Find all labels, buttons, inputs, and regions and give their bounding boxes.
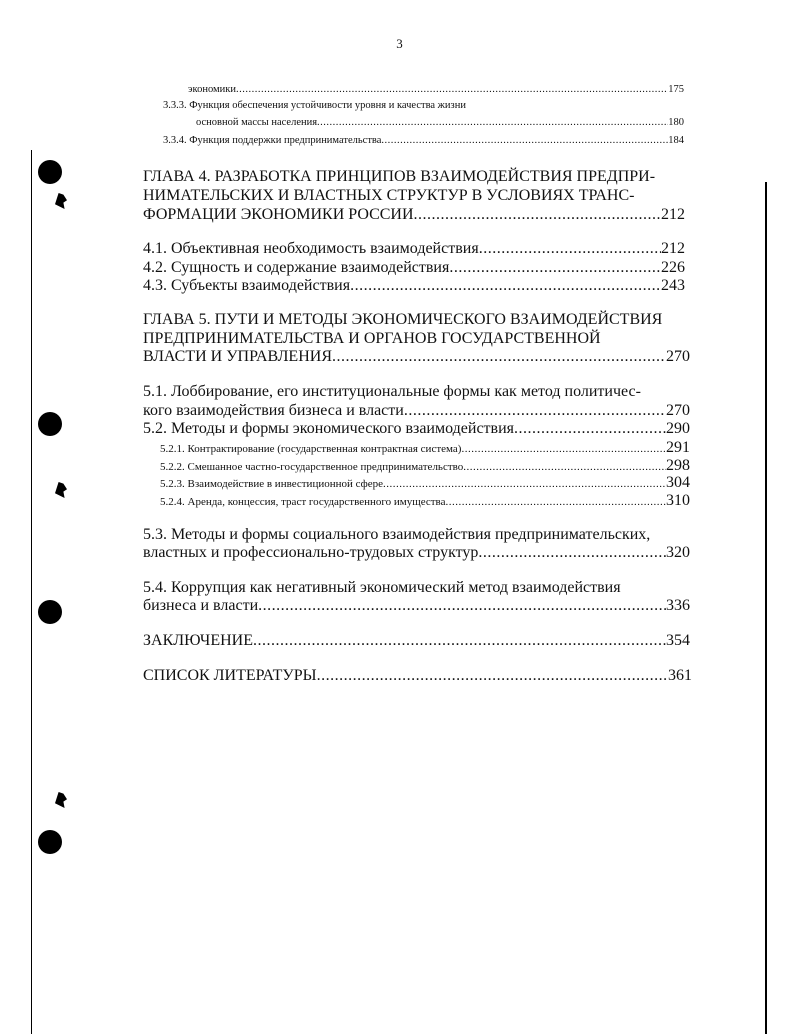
toc-leader-dots [449, 259, 661, 277]
toc-entry-title: экономики [188, 84, 236, 95]
toc-leader-dots [463, 461, 666, 473]
toc-leader-dots [479, 240, 661, 258]
toc-entry [188, 84, 684, 95]
staple-mark [55, 482, 67, 498]
toc-entry-page: 175 [668, 84, 684, 95]
toc-entry [143, 277, 685, 295]
toc-leader-dots [514, 420, 666, 438]
chapter-heading: НИМАТЕЛЬСКИХ И ВЛАСТНЫХ СТРУКТУР В УСЛОВИЯХ ТРАНС- [143, 187, 635, 204]
toc-leader-dots [445, 496, 666, 508]
toc-entry [143, 348, 690, 366]
toc-entry [160, 492, 690, 510]
toc-leader-dots [478, 544, 666, 562]
toc-entry-page: 336 [666, 597, 690, 614]
toc-entry-page: 212 [661, 206, 685, 223]
toc-leader-dots [381, 135, 668, 146]
toc-entry [143, 206, 685, 224]
toc-entry-title: 5.3. Методы и формы социального взаимодействия предпринимательских, [143, 526, 651, 543]
chapter-heading: ГЛАВА 4. РАЗРАБОТКА ПРИНЦИПОВ ВЗАИМОДЕЙСТВИЯ ПРЕДПРИ- [143, 168, 656, 185]
page-number: 3 [396, 36, 403, 51]
chapter-heading: ГЛАВА 5. ПУТИ И МЕТОДЫ ЭКОНОМИЧЕСКОГО ВЗАИМОДЕЙСТВИЯ [143, 311, 663, 328]
toc-entry-title: кого взаимодействия бизнеса и власти [143, 402, 404, 419]
toc-entry [143, 632, 690, 650]
toc-entry-page: 320 [666, 544, 690, 561]
toc-entry-page: 290 [666, 420, 690, 437]
toc-entry-title: 4.2. Сущность и содержание взаимодействия [143, 259, 450, 276]
toc-entry-page: 212 [661, 240, 685, 257]
toc-entry-page: 243 [661, 277, 685, 294]
toc-entry [143, 402, 690, 420]
toc-entry [143, 544, 690, 562]
toc-leader-dots [383, 478, 666, 490]
toc-entry-page: 304 [666, 474, 690, 491]
toc-leader-dots [236, 84, 668, 95]
toc-entry-page: 180 [668, 117, 684, 128]
toc-entry [143, 597, 690, 615]
toc-leader-dots [404, 402, 666, 420]
toc-entry-page: 270 [666, 348, 690, 365]
toc-entry [143, 240, 685, 258]
toc-entry-page: 226 [661, 259, 685, 276]
toc-leader-dots [317, 667, 668, 685]
toc-entry-page: 184 [668, 135, 684, 146]
toc-entry [196, 117, 684, 128]
toc-entry-page: 310 [666, 492, 690, 509]
toc-entry-page: 298 [666, 457, 690, 474]
toc-entry-title: ВЛАСТИ И УПРАВЛЕНИЯ [143, 348, 332, 365]
toc-entry [163, 135, 684, 146]
toc-entry-title: 4.1. Объективная необходимость взаимодействия [143, 240, 479, 257]
toc-entry [160, 439, 690, 457]
toc-leader-dots [414, 206, 661, 224]
toc-entry [160, 457, 690, 475]
toc-entry-title: 5.2.3. Взаимодействие в инвестиционной сфере [160, 478, 384, 490]
toc-entry-title: ЗАКЛЮЧЕНИЕ [143, 632, 253, 649]
punch-hole-mark [38, 160, 62, 184]
toc-leader-dots [317, 117, 668, 128]
toc-entry-title: 5.2.4. Аренда, концессия, траст государственного имущества [160, 496, 446, 508]
toc-leader-dots [332, 348, 666, 366]
toc-entry [143, 259, 685, 277]
toc-entry-title: 5.1. Лоббирование, его институциональные формы как метод политичес- [143, 383, 641, 400]
toc-entry-page: 354 [666, 632, 690, 649]
toc-leader-dots [461, 443, 666, 455]
toc-entry-title: властных и профессионально-трудовых структур [143, 544, 479, 561]
toc-entry [143, 667, 692, 685]
toc-leader-dots [258, 597, 666, 615]
toc-entry-page: 361 [668, 667, 692, 684]
toc-leader-dots [253, 632, 666, 650]
staple-mark [55, 792, 67, 808]
toc-entry-title: 5.2. Методы и формы экономического взаимодействия [143, 420, 515, 437]
scan-edge-line-right [765, 182, 767, 1034]
scan-edge-line-left [31, 150, 32, 1034]
toc-entry-title: 3.3.4. Функция поддержки предпринимательства [163, 135, 382, 146]
toc-entry-title: 5.2.2. Смешанное частно-государственное предпринимательство [160, 461, 464, 473]
toc-entry-title: СПИСОК ЛИТЕРАТУРЫ [143, 667, 317, 684]
staple-mark [55, 193, 67, 209]
punch-hole-mark [38, 830, 62, 854]
toc-entry-title: 5.2.1. Контрактирование (государственная контрактная система) [160, 443, 462, 455]
toc-entry-title: 4.3. Субъекты взаимодействия [143, 277, 351, 294]
toc-leader-dots [350, 277, 661, 295]
punch-hole-mark [38, 600, 62, 624]
toc-entry [160, 474, 690, 492]
toc-entry-title: 3.3.3. Функция обеспечения устойчивости уровня и качества жизни [163, 100, 466, 111]
toc-entry-page: 291 [666, 439, 690, 456]
toc-entry-title: основной массы населения [196, 117, 318, 128]
toc-entry-title: 5.4. Коррупция как негативный экономический метод взаимодействия [143, 579, 621, 596]
chapter-heading: ПРЕДПРИНИМАТЕЛЬСТВА И ОРГАНОВ ГОСУДАРСТВЕННОЙ [143, 330, 601, 347]
punch-hole-mark [38, 412, 62, 436]
toc-entry-title: ФОРМАЦИИ ЭКОНОМИКИ РОССИИ [143, 206, 414, 223]
toc-entry-title: бизнеса и власти [143, 597, 259, 614]
toc-entry [143, 420, 690, 438]
toc-entry-page: 270 [666, 402, 690, 419]
